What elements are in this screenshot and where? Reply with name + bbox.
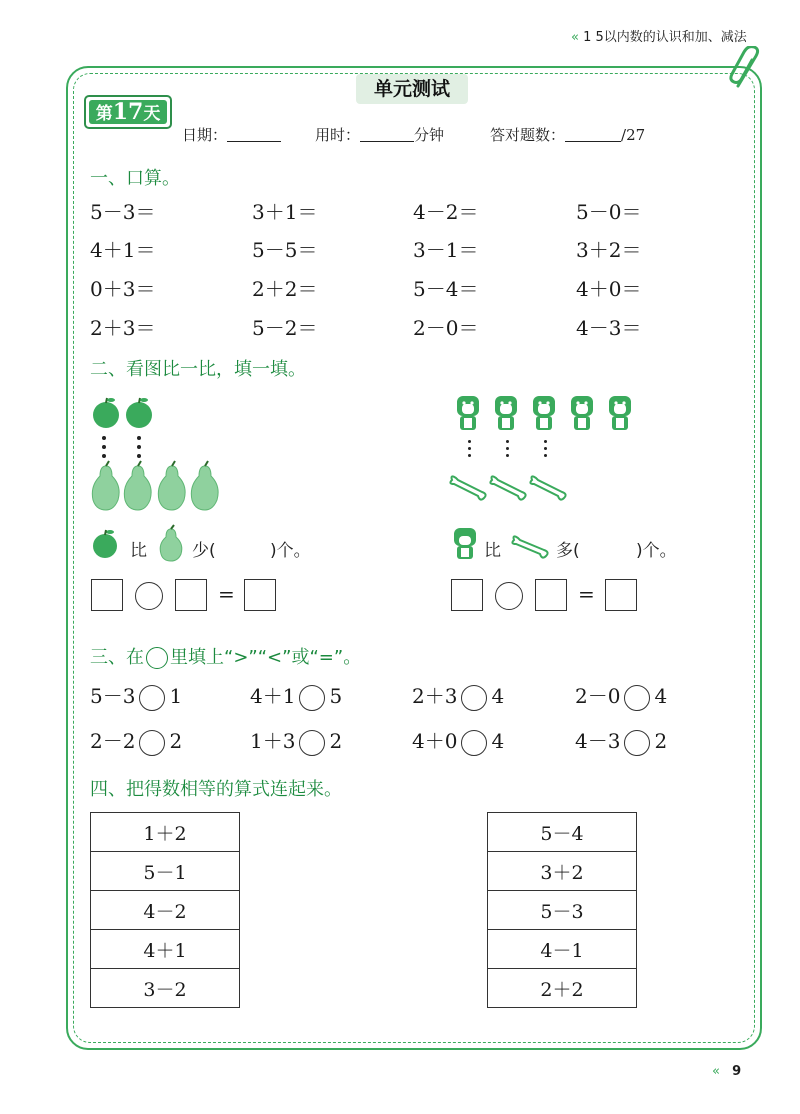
meta-line — [182, 124, 281, 145]
pear-icon — [191, 466, 218, 510]
table-row — [488, 969, 637, 1008]
day-number: 17 — [112, 99, 144, 125]
compare-item — [90, 680, 182, 711]
left-expression-table — [90, 812, 240, 1008]
page-number: 9 — [732, 1064, 742, 1079]
time-blank[interactable] — [360, 127, 414, 142]
oral-calc-item: 5－2＝ — [252, 316, 318, 340]
section4-title: 四、把得数相等的算式连起来。 — [90, 779, 342, 800]
section2-title: 二、看图比一比，填一填。 — [90, 359, 306, 380]
compare-right: 4 — [491, 684, 505, 708]
compare-left: 2－2 — [90, 729, 136, 753]
date-label: 日期： — [182, 126, 228, 144]
compare-left: 4－3 — [575, 729, 621, 753]
oral-calc-item: 3＋2＝ — [576, 238, 642, 262]
table-row — [488, 813, 637, 852]
compare-right: 4 — [654, 684, 668, 708]
section3-title — [90, 643, 361, 669]
compare-text-bi-right: 比 — [484, 541, 501, 561]
compare-circle[interactable] — [299, 730, 325, 756]
time-unit: 分钟 — [414, 126, 445, 144]
breadcrumb — [571, 26, 747, 45]
section3-title-post: 里填上“>”“<”或“=”。 — [170, 647, 362, 668]
compare-text-shao: 少( — [192, 541, 216, 561]
oral-calc-item: 2＋3＝ — [90, 316, 156, 340]
bone-icon — [490, 476, 525, 499]
compare-right: 2 — [169, 729, 183, 753]
compare-circle[interactable] — [461, 730, 487, 756]
bone-icon — [530, 476, 565, 499]
compare-left: 2＋3 — [412, 684, 458, 708]
apple-icon — [126, 398, 152, 428]
answer-box[interactable] — [535, 579, 567, 611]
compare-circle[interactable] — [139, 685, 165, 711]
dogs-row — [453, 392, 643, 436]
oral-calc-item: 3＋1＝ — [252, 200, 318, 224]
pear-icon — [156, 524, 186, 562]
apple-icon — [93, 398, 119, 428]
answer-blank[interactable] — [230, 552, 268, 554]
table-row — [91, 891, 240, 930]
table-row — [488, 930, 637, 969]
right-expression-table — [487, 812, 637, 1008]
bones-row — [448, 470, 578, 504]
chevron-left-icon: « — [571, 30, 579, 45]
compare-right: 2 — [654, 729, 668, 753]
table-row — [91, 969, 240, 1008]
table-row — [91, 930, 240, 969]
expression-cell[interactable]: 5－3 — [488, 891, 637, 930]
pear-icon — [158, 466, 185, 510]
table-row — [488, 891, 637, 930]
dog-icon — [609, 396, 631, 430]
table-row — [488, 852, 637, 891]
match-dots — [102, 436, 106, 463]
section1-title: 一、口算。 — [90, 168, 180, 189]
compare-left: 2－0 — [575, 684, 621, 708]
compare-item — [250, 680, 342, 711]
oral-calc-item: 5－4＝ — [413, 277, 479, 301]
compare-item — [575, 725, 667, 756]
compare-right: 1 — [169, 684, 183, 708]
score-total: /27 — [621, 126, 646, 144]
day-prefix: 第 — [95, 104, 113, 124]
expression-cell[interactable]: 2＋2 — [488, 969, 637, 1008]
expression-cell[interactable]: 3－2 — [91, 969, 240, 1008]
oral-calc-item: 3－1＝ — [413, 238, 479, 262]
operator-circle[interactable] — [135, 582, 163, 610]
compare-circle[interactable] — [624, 685, 650, 711]
dog-icon — [571, 396, 593, 430]
compare-left: 1＋3 — [250, 729, 296, 753]
compare-left: 4＋1 — [250, 684, 296, 708]
pears-row — [88, 460, 228, 512]
match-dots — [544, 440, 548, 461]
time-label: 用时： — [315, 126, 361, 144]
oral-calc-item: 5－5＝ — [252, 238, 318, 262]
expression-cell[interactable]: 4－2 — [91, 891, 240, 930]
oral-calc-item: 4＋0＝ — [576, 277, 642, 301]
compare-item — [412, 680, 504, 711]
oral-calc-item: 4－2＝ — [413, 200, 479, 224]
apple-icon — [90, 528, 122, 560]
operator-circle[interactable] — [495, 582, 523, 610]
score-line — [490, 124, 645, 145]
compare-text-ge: )个。 — [270, 541, 311, 561]
compare-circle[interactable] — [299, 685, 325, 711]
dog-icon — [533, 396, 555, 430]
circle-icon — [146, 647, 168, 669]
compare-item — [412, 725, 504, 756]
compare-left: 5－3 — [90, 684, 136, 708]
dog-icon — [495, 396, 517, 430]
compare-text-bi: 比 — [130, 541, 147, 561]
oral-calc-item: 5－0＝ — [576, 200, 642, 224]
section3-title-pre: 三、在 — [90, 647, 144, 668]
equals-sign: = — [578, 582, 595, 606]
chevron-left-icon: « — [712, 1064, 720, 1079]
oral-calc-item: 0＋3＝ — [90, 277, 156, 301]
day-suffix: 天 — [143, 104, 161, 124]
compare-right: 2 — [329, 729, 343, 753]
compare-text-ge-right: )个。 — [636, 541, 677, 561]
bone-icon — [510, 532, 550, 560]
oral-calc-item: 5－3＝ — [90, 200, 156, 224]
table-row — [91, 852, 240, 891]
answer-box[interactable] — [605, 579, 637, 611]
date-blank[interactable] — [227, 127, 281, 142]
equals-sign: = — [218, 582, 235, 606]
dog-icon — [457, 396, 479, 430]
expression-cell[interactable]: 5－4 — [488, 813, 637, 852]
answer-box[interactable] — [451, 579, 483, 611]
expression-cell[interactable]: 1＋2 — [91, 813, 240, 852]
expression-cell[interactable]: 4－1 — [488, 930, 637, 969]
bone-icon — [450, 476, 485, 499]
page-footer — [712, 1064, 741, 1079]
answer-box[interactable] — [91, 579, 123, 611]
score-blank[interactable] — [565, 127, 621, 142]
score-label: 答对题数： — [490, 126, 566, 144]
expression-cell[interactable]: 4＋1 — [91, 930, 240, 969]
day-badge — [84, 95, 172, 129]
compare-circle[interactable] — [461, 685, 487, 711]
compare-item — [575, 680, 667, 711]
table-row — [91, 813, 240, 852]
compare-item — [250, 725, 342, 756]
dog-icon — [450, 526, 480, 560]
compare-item — [90, 725, 182, 756]
oral-calc-item: 4＋1＝ — [90, 238, 156, 262]
match-dots — [506, 440, 510, 461]
pear-icon — [92, 466, 119, 510]
unit-title: 单元测试 — [356, 74, 468, 104]
match-dots — [137, 436, 141, 463]
compare-circle[interactable] — [624, 730, 650, 756]
expression-cell[interactable]: 5－1 — [91, 852, 240, 891]
oral-calc-item: 4－3＝ — [576, 316, 642, 340]
answer-box[interactable] — [244, 579, 276, 611]
apples-row — [90, 396, 160, 430]
expression-cell[interactable]: 3＋2 — [488, 852, 637, 891]
compare-left: 4＋0 — [412, 729, 458, 753]
breadcrumb-text: 1 5以内数的认识和加、减法 — [583, 30, 747, 45]
compare-circle[interactable] — [139, 730, 165, 756]
compare-text-duo: 多( — [556, 541, 580, 561]
compare-right: 4 — [491, 729, 505, 753]
time-line — [315, 124, 444, 145]
oral-calc-item: 2－0＝ — [413, 316, 479, 340]
answer-box[interactable] — [175, 579, 207, 611]
pear-icon — [124, 466, 151, 510]
compare-right: 5 — [329, 684, 343, 708]
match-dots — [468, 440, 472, 461]
oral-calc-item: 2＋2＝ — [252, 277, 318, 301]
